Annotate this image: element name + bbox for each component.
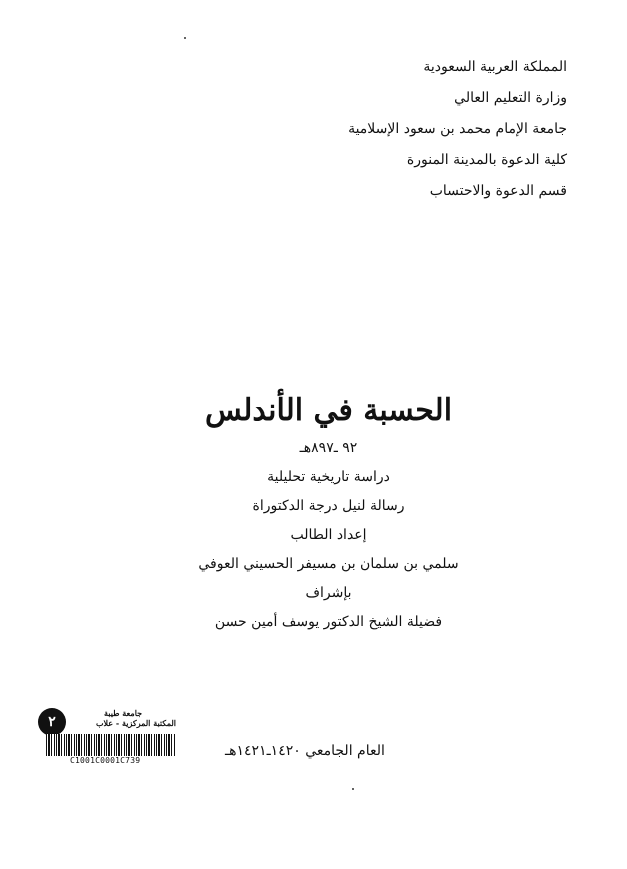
barcode-icon (46, 734, 176, 756)
stamp-university-name: جامعة طيبة (104, 708, 143, 718)
supervision-label: بإشراف (305, 585, 352, 601)
barcode-number: C1001C0001C739 (70, 756, 141, 765)
academic-year: العام الجامعي ١٤٢٠ـ١٤٢١هـ (225, 743, 385, 759)
thesis-info (0, 393, 627, 642)
author-name: سلمي بن سلمان بن مسيفر الحسيني العوفي (198, 556, 459, 572)
supervisor-name: فضيلة الشيخ الدكتور يوسف أمين حسن (214, 614, 443, 630)
prepared-by-label: إعداد الطالب (290, 527, 367, 543)
header-line-college: كلية الدعوة بالمدينة المنورة (406, 152, 567, 168)
institution-header (348, 60, 567, 215)
scan-speck (352, 788, 354, 790)
date-range: ٩٢ ـ٨٩٧هـ (299, 440, 358, 456)
thesis-purpose: رسالة لنيل درجة الدكتوراة (252, 498, 405, 514)
library-stamp (38, 708, 178, 768)
header-line-ministry: وزارة التعليم العالي (454, 90, 567, 106)
study-type: دراسة تاريخية تحليلية (267, 469, 390, 485)
scan-speck (184, 37, 186, 39)
thesis-title: الحسبة في الأندلس (204, 393, 453, 428)
header-line-university: جامعة الإمام محمد بن سعود الإسلامية (348, 121, 567, 137)
header-line-department: قسم الدعوة والاحتساب (429, 183, 567, 199)
library-seal-icon: ٢ (38, 708, 66, 736)
stamp-library-name: المكتبة المركزية - علاب (96, 718, 177, 728)
header-line-kingdom: المملكة العربية السعودية (423, 59, 567, 75)
